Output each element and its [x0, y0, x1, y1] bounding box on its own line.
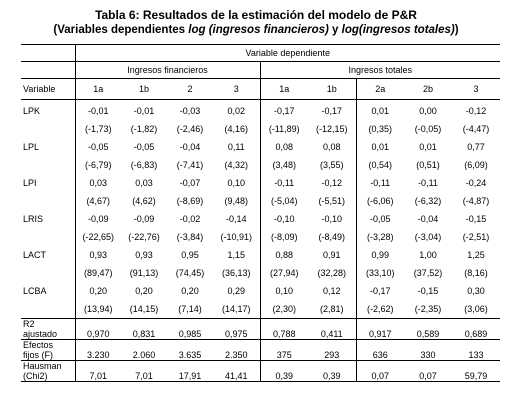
coefficient-cell: 0,91: [322, 250, 341, 260]
statistic-cell: 133: [452, 340, 500, 361]
table-caption: [0, 0, 512, 38]
header-blank-2: [21, 62, 75, 79]
coefficient-cell: -0,01: [75, 100, 121, 121]
table-title: Tabla 6: Resultados de la estimación del modelo de P&R: [95, 8, 417, 22]
blank-cell: [21, 156, 75, 174]
column-header: 3: [452, 79, 500, 100]
statistic-cell: 2.060: [121, 340, 167, 361]
coefficient-cell: -0,14: [225, 214, 247, 224]
blank-cell: [21, 264, 75, 282]
t-statistic-cell: (4,16): [224, 124, 248, 134]
coefficient-cell: 0,01: [356, 138, 404, 156]
coefficient-cell: 0,30: [467, 286, 485, 296]
t-statistic-cell: (-4,87): [462, 196, 490, 206]
blank-cell: [21, 228, 75, 246]
statistic-cell: 59,79: [452, 361, 500, 382]
subtitle-mid: y: [328, 24, 342, 36]
coefficient-cell: 0,12: [322, 286, 341, 296]
coefficient-cell: -0,17: [260, 100, 308, 121]
footer-label-line2: ajustado: [23, 329, 58, 339]
t-statistic-cell: (-2,62): [356, 300, 404, 319]
t-statistic-cell: (-0,05): [414, 124, 442, 134]
t-statistic-cell: (91,13): [129, 268, 159, 278]
coefficient-cell: -0,12: [321, 178, 342, 188]
t-statistic-cell: (-4,47): [462, 124, 490, 134]
t-statistic-cell: (-2,46): [176, 124, 204, 134]
t-statistic-cell: (4,62): [132, 196, 156, 206]
t-statistic-cell: (89,47): [75, 264, 121, 282]
t-statistic-cell: (-6,79): [75, 156, 121, 174]
column-header: 1b: [308, 79, 356, 100]
coefficient-cell: -0,04: [179, 142, 201, 152]
coefficient-cell: -0,05: [133, 142, 155, 152]
coefficient-cell: 0,29: [227, 286, 246, 296]
coefficient-cell: -0,15: [465, 214, 487, 224]
header-ingresos-totales: Ingresos totales: [260, 62, 500, 79]
t-statistic-cell: (-8,69): [176, 196, 204, 206]
t-statistic-cell: (4,67): [75, 192, 121, 210]
coefficient-cell: 0,20: [181, 286, 199, 296]
variable-name: LACT: [23, 250, 47, 260]
t-statistic-cell: (-3,04): [414, 232, 442, 242]
coefficient-cell: 0,03: [75, 174, 121, 192]
subtitle-italic-financieros: log (ingresos financieros): [188, 24, 329, 36]
statistic-cell: 0,917: [356, 319, 404, 340]
t-statistic-cell: (-1,82): [130, 124, 158, 134]
column-header: 2a: [356, 79, 404, 100]
t-statistic-cell: (27,94): [260, 264, 308, 282]
coefficient-cell: -0,11: [418, 178, 438, 188]
coefficient-cell: 0,02: [227, 106, 246, 116]
coefficient-cell: 0,77: [467, 142, 485, 152]
t-statistic-cell: (-6,83): [130, 160, 158, 170]
statistic-cell: 0,39: [308, 361, 356, 382]
t-statistic-cell: (6,09): [464, 160, 488, 170]
t-statistic-cell: (7,14): [178, 304, 202, 314]
coefficient-cell: 0,08: [260, 138, 308, 156]
coefficient-cell: 1,15: [227, 250, 246, 260]
coefficient-cell: -0,03: [179, 106, 201, 116]
coefficient-cell: -0,09: [133, 214, 155, 224]
subtitle-pre: (Variables dependientes: [53, 24, 189, 36]
coefficient-cell: -0,17: [321, 106, 342, 116]
statistic-cell: 0,07: [404, 361, 452, 382]
t-statistic-cell: (3,06): [464, 304, 488, 314]
footer-label-line2: (Chi2): [23, 371, 48, 381]
statistic-cell: 7,01: [121, 361, 167, 382]
coefficient-cell: -0,11: [260, 174, 308, 192]
t-statistic-cell: (-8,09): [260, 228, 308, 246]
statistic-cell: 41,41: [213, 361, 260, 382]
t-statistic-cell: (8,16): [464, 268, 488, 278]
variable-name: LPK: [23, 106, 41, 116]
coefficient-cell: -0,11: [356, 174, 404, 192]
coefficient-cell: 0,00: [419, 106, 437, 116]
t-statistic-cell: (-22,76): [128, 232, 160, 242]
statistic-cell: 17,91: [167, 361, 213, 382]
t-statistic-cell: (2,30): [260, 300, 308, 319]
t-statistic-cell: (-12,15): [315, 124, 348, 134]
coefficient-cell: -0,05: [75, 138, 121, 156]
blank-cell: [21, 300, 75, 319]
blank-cell: [21, 192, 75, 210]
t-statistic-cell: (36,13): [221, 268, 251, 278]
column-header: 1a: [75, 79, 121, 100]
coefficient-cell: 0,08: [322, 142, 341, 152]
statistic-cell: 330: [404, 340, 452, 361]
t-statistic-cell: (74,45): [175, 268, 205, 278]
t-statistic-cell: (0,51): [416, 160, 440, 170]
coefficient-cell: 0,20: [135, 286, 153, 296]
coefficient-cell: -0,12: [465, 106, 487, 116]
t-statistic-cell: (-7,41): [176, 160, 204, 170]
t-statistic-cell: (-2,51): [462, 232, 490, 242]
subtitle-post: ): [454, 24, 459, 36]
coefficient-cell: -0,07: [179, 178, 201, 188]
t-statistic-cell: (13,94): [75, 300, 121, 319]
statistic-cell: 2.350: [213, 340, 260, 361]
t-statistic-cell: (4,32): [224, 160, 248, 170]
statistic-cell: 0,831: [121, 319, 167, 340]
t-statistic-cell: (-5,04): [260, 192, 308, 210]
coefficient-cell: 0,10: [227, 178, 246, 188]
header-variable-dependiente: Variable dependiente: [75, 45, 500, 62]
coefficient-cell: 1,00: [419, 250, 437, 260]
coefficient-cell: -0,10: [260, 210, 308, 228]
coefficient-cell: -0,24: [465, 178, 487, 188]
t-statistic-cell: (3,55): [319, 160, 344, 170]
t-statistic-cell: (3,48): [260, 156, 308, 174]
t-statistic-cell: (0,54): [356, 156, 404, 174]
t-statistic-cell: (37,52): [413, 268, 443, 278]
coefficient-cell: 0,88: [260, 246, 308, 264]
blank-cell: [21, 120, 75, 138]
table-subtitle: [0, 23, 512, 38]
statistic-cell: 0,39: [260, 361, 308, 382]
coefficient-cell: 0,10: [260, 282, 308, 300]
t-statistic-cell: (0,35): [356, 120, 404, 138]
t-statistic-cell: (14,17): [221, 304, 251, 314]
statistic-cell: 0,411: [308, 319, 356, 340]
coefficient-cell: 0,95: [181, 250, 199, 260]
statistic-cell: 0,985: [167, 319, 213, 340]
results-table: [21, 44, 500, 382]
footer-label: [21, 319, 75, 340]
statistic-cell: 0,970: [75, 319, 121, 340]
column-header: 1a: [260, 79, 308, 100]
coefficient-cell: 1,25: [467, 250, 485, 260]
column-header: 2: [167, 79, 213, 100]
coefficient-cell: -0,15: [417, 286, 439, 296]
footer-label-line2: fijos (F): [23, 350, 53, 360]
header-variable: Variable: [21, 79, 75, 100]
footer-label-line1: Hausman: [23, 361, 62, 371]
t-statistic-cell: (33,10): [356, 264, 404, 282]
header-ingresos-financieros: Ingresos financieros: [75, 62, 260, 79]
variable-name: LRIS: [23, 214, 44, 224]
t-statistic-cell: (9,48): [224, 196, 248, 206]
t-statistic-cell: (14,15): [129, 304, 159, 314]
t-statistic-cell: (2,81): [319, 304, 344, 314]
t-statistic-cell: (-3,84): [176, 232, 204, 242]
coefficient-cell: 0,03: [135, 178, 153, 188]
coefficient-cell: -0,04: [417, 214, 439, 224]
statistic-cell: 7,01: [75, 361, 121, 382]
statistic-cell: 293: [308, 340, 356, 361]
statistic-cell: 0,788: [260, 319, 308, 340]
statistic-cell: 375: [260, 340, 308, 361]
t-statistic-cell: (32,28): [317, 268, 347, 278]
coefficient-cell: -0,10: [321, 214, 342, 224]
footer-label-line1: Efectos: [23, 340, 54, 350]
t-statistic-cell: (-2,35): [414, 304, 442, 314]
t-statistic-cell: (-3,28): [356, 228, 404, 246]
coefficient-cell: 0,11: [227, 142, 245, 152]
coefficient-cell: -0,02: [179, 214, 201, 224]
coefficient-cell: -0,09: [75, 210, 121, 228]
coefficient-cell: 0,93: [135, 250, 153, 260]
footer-label-line1: R2: [23, 319, 35, 329]
column-header: 1b: [121, 79, 167, 100]
column-header: 2b: [404, 79, 452, 100]
statistic-cell: 0,589: [404, 319, 452, 340]
t-statistic-cell: (-22,65): [75, 228, 121, 246]
statistic-cell: 3.230: [75, 340, 121, 361]
t-statistic-cell: (-1,73): [75, 120, 121, 138]
statistic-cell: 0,689: [452, 319, 500, 340]
coefficient-cell: 0,93: [75, 246, 121, 264]
t-statistic-cell: (-6,32): [414, 196, 442, 206]
t-statistic-cell: (-5,51): [318, 196, 345, 206]
t-statistic-cell: (-8,49): [318, 232, 345, 242]
footer-label: [21, 340, 75, 361]
statistic-cell: 0,975: [213, 319, 260, 340]
coefficient-cell: -0,17: [356, 282, 404, 300]
coefficient-cell: 0,99: [356, 246, 404, 264]
coefficient-cell: -0,01: [133, 106, 155, 116]
t-statistic-cell: (-10,91): [220, 232, 252, 242]
t-statistic-cell: (-11,89): [260, 120, 308, 138]
coefficient-cell: -0,05: [356, 210, 404, 228]
t-statistic-cell: (-6,06): [356, 192, 404, 210]
coefficient-cell: 0,01: [356, 100, 404, 121]
coefficient-cell: 0,01: [419, 142, 437, 152]
column-header: 3: [213, 79, 260, 100]
footer-label: [21, 361, 75, 382]
variable-name: LCBA: [23, 286, 47, 296]
variable-name: LPI: [23, 178, 37, 188]
statistic-cell: 636: [356, 340, 404, 361]
header-blank: [21, 45, 75, 62]
subtitle-italic-totales: log(ingresos totales): [341, 24, 455, 36]
coefficient-cell: 0,20: [75, 282, 121, 300]
variable-name: LPL: [23, 142, 40, 152]
statistic-cell: 3.635: [167, 340, 213, 361]
statistic-cell: 0,07: [356, 361, 404, 382]
